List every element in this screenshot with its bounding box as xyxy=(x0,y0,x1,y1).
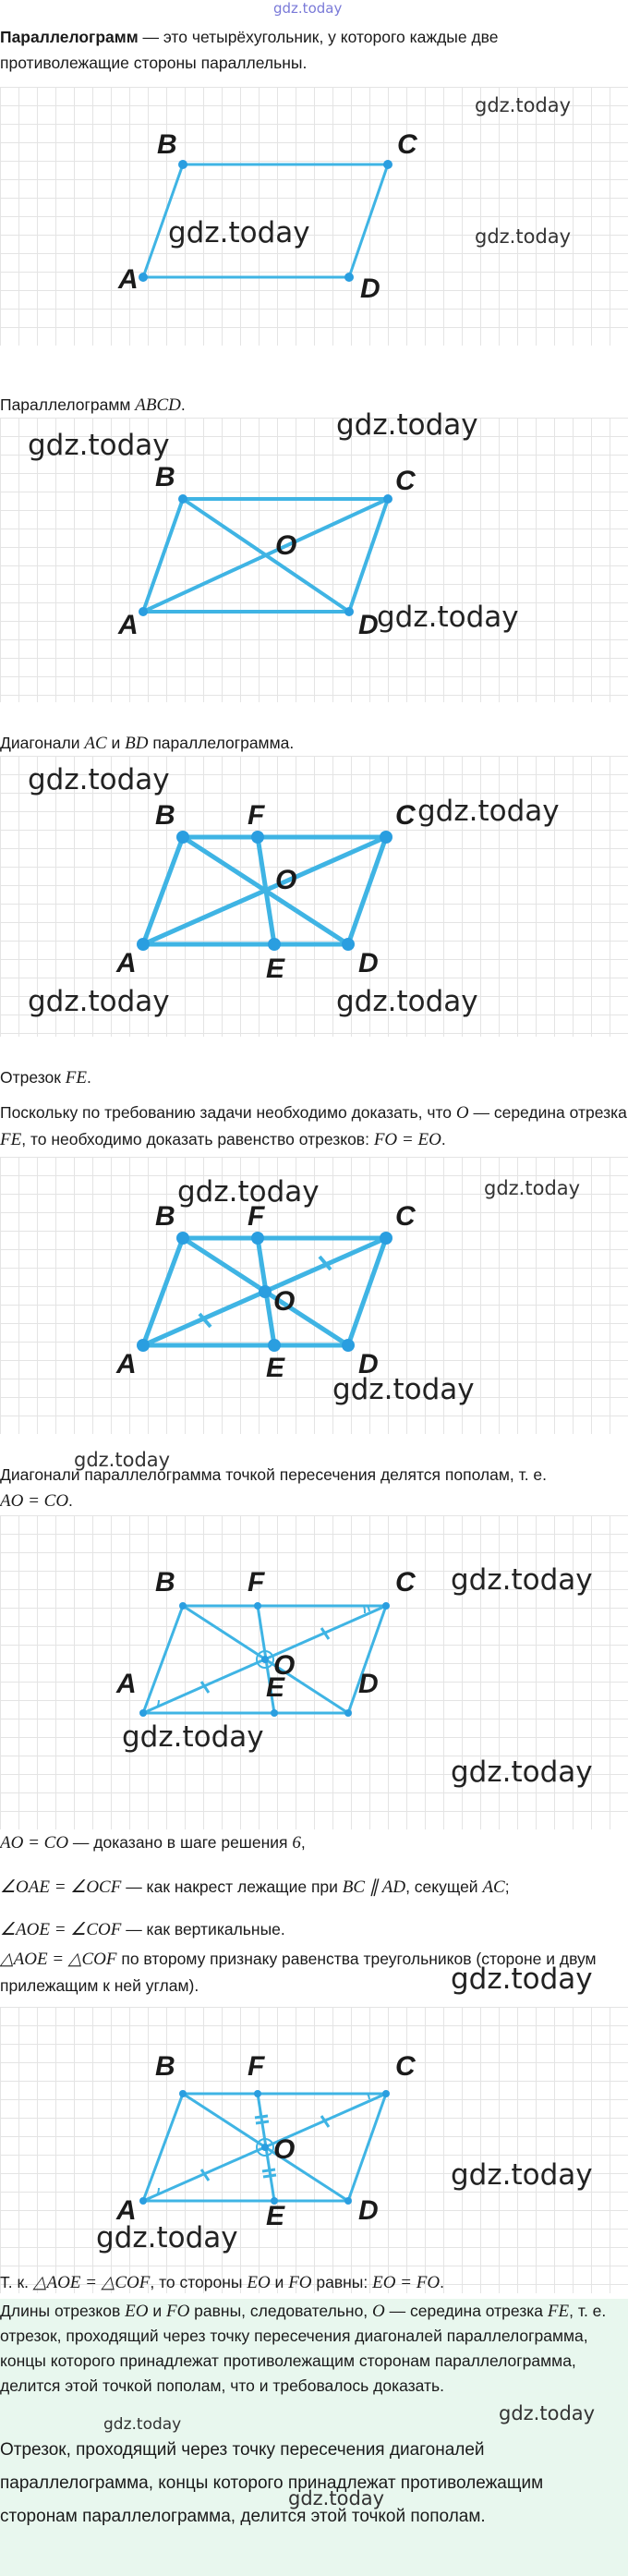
proof-line-1 xyxy=(0,1829,628,1856)
point-d xyxy=(342,938,355,951)
conclusion-math: FO xyxy=(165,2302,190,2321)
label-d: D xyxy=(358,1669,379,1699)
definition-paragraph xyxy=(0,24,628,76)
proof-text: , секущей xyxy=(405,1877,483,1896)
definition-text: — это четырёхугольник, у которого каждые две противолежащие стороны параллельны. xyxy=(0,28,499,72)
point-b xyxy=(178,160,187,169)
label-e: E xyxy=(266,2201,285,2231)
point-d xyxy=(342,1339,355,1352)
conclusion-text: — середина отрезка xyxy=(384,2302,548,2320)
watermark: gdz.today xyxy=(336,408,478,442)
proof-text: ; xyxy=(504,1877,510,1896)
caption-abcd xyxy=(0,392,628,419)
point-a xyxy=(139,273,148,282)
conclusion-math: FO xyxy=(288,2273,312,2292)
caption-text: Диагонали параллелограмма точкой пересечения делятся пополам, т. е. xyxy=(0,1465,548,1484)
caption-text: Поскольку по требованию задачи необходимо доказать, что xyxy=(0,1103,456,1122)
tick-fo-2 xyxy=(256,2121,269,2123)
caption-text: . xyxy=(180,395,186,414)
label-d: D xyxy=(360,273,380,304)
caption-goal xyxy=(0,1100,628,1153)
label-c: C xyxy=(395,1201,416,1232)
proof-math: △AOE = △COF xyxy=(0,1950,117,1969)
watermark: gdz.today xyxy=(28,763,170,796)
point-d xyxy=(344,273,354,282)
caption-math: BD xyxy=(125,734,149,753)
summary-box xyxy=(0,2299,628,2576)
point-c xyxy=(383,494,392,504)
label-o: O xyxy=(273,2134,296,2165)
tick-fo-1 xyxy=(255,2116,268,2118)
caption-math: ABCD xyxy=(135,395,181,415)
point-b xyxy=(179,1602,187,1610)
label-a: A xyxy=(118,610,139,640)
caption-math: AC xyxy=(84,734,107,753)
watermark: gdz.today xyxy=(288,2487,385,2509)
watermark: gdz.today xyxy=(451,1962,593,1996)
conclusion-math: O xyxy=(372,2302,385,2321)
label-a: A xyxy=(116,2195,137,2226)
watermark: gdz.today xyxy=(28,429,170,462)
label-o: O xyxy=(275,865,297,895)
conclusion-text: и xyxy=(148,2302,166,2320)
caption-math: O xyxy=(455,1103,469,1123)
conclusion-text: т. е. отрезок, проходящий через точку пересечения диагоналей параллелограмма, концы которого принадлежат противолежащим сторонам параллелограмма, делится этой точкой пополам, что и требовалось доказать. xyxy=(0,2302,607,2395)
caption-text: и xyxy=(106,734,126,752)
conclusion-text: , то стороны xyxy=(150,2273,248,2291)
point-a xyxy=(137,938,150,951)
watermark: gdz.today xyxy=(74,1449,171,1471)
watermark: gdz.today xyxy=(499,2402,596,2424)
label-e: E xyxy=(266,1353,285,1383)
conclusion-math: EO xyxy=(125,2302,149,2321)
caption-math: FE xyxy=(0,1130,22,1149)
watermark: gdz.today xyxy=(475,225,572,248)
label-d: D xyxy=(358,610,379,640)
caption-segment xyxy=(0,1064,628,1091)
conclusion-math: △AOE = △COF xyxy=(32,2273,151,2292)
label-o: O xyxy=(273,1650,296,1681)
point-f xyxy=(254,2090,261,2097)
watermark: gdz.today xyxy=(96,2221,238,2254)
point-f xyxy=(251,1232,264,1245)
caption-text: . xyxy=(441,1130,446,1148)
proof-text: по второму признаку равенства треугольников (стороне и двум прилежащим к ней углам). xyxy=(0,1950,597,1995)
conclusion-text: Т. к. xyxy=(0,2273,33,2291)
label-b: B xyxy=(155,462,175,492)
proof-line-3 xyxy=(0,1916,628,1943)
label-f: F xyxy=(248,2051,265,2082)
watermark: gdz.today xyxy=(484,1177,581,1199)
watermark: gdz.today xyxy=(377,601,519,634)
point-d xyxy=(344,607,354,616)
label-c: C xyxy=(395,1567,416,1598)
summary-text: Отрезок, проходящий через точку пересечения диагоналей параллелограмма, концы которого принадлежат противолежащим сторонам параллелограмма, делится этой точкой пополам. xyxy=(0,2440,544,2526)
point-c xyxy=(382,1602,390,1610)
caption-text: — середина отрезка xyxy=(468,1103,627,1122)
label-b: B xyxy=(155,2051,175,2082)
point-e xyxy=(268,938,281,951)
point-b xyxy=(179,2090,187,2097)
watermark: gdz.today xyxy=(177,1175,320,1209)
watermark: gdz.today xyxy=(451,1563,593,1597)
proof-math: ∠AOE = ∠COF xyxy=(0,1920,122,1939)
point-a xyxy=(139,1709,147,1717)
watermark: gdz.today xyxy=(417,795,560,828)
point-o xyxy=(261,1656,269,1663)
point-c xyxy=(383,160,392,169)
caption-text: , то необходимо доказать равенство отрезков: xyxy=(21,1130,374,1148)
watermark: gdz.today xyxy=(336,985,478,1018)
watermark: gdz.today xyxy=(451,2158,593,2192)
point-d xyxy=(344,2197,352,2205)
watermark: gdz.today xyxy=(122,1720,264,1754)
proof-text: — как накрест лежащие при xyxy=(121,1877,343,1896)
caption-diagonals xyxy=(0,730,628,757)
figure-parallelogram xyxy=(0,87,628,346)
label-c: C xyxy=(395,466,416,496)
conclusion-text: , xyxy=(569,2302,574,2320)
proof-line-2 xyxy=(0,1874,628,1901)
point-c xyxy=(380,831,392,844)
point-b xyxy=(176,831,189,844)
caption-text: . xyxy=(68,1491,73,1510)
caption-math: FO = EO xyxy=(373,1130,441,1149)
watermark: gdz.today xyxy=(168,216,310,249)
label-f: F xyxy=(248,800,265,831)
proof-math: BC ∥ AD xyxy=(342,1877,406,1897)
label-o: O xyxy=(275,530,297,561)
label-d: D xyxy=(358,948,379,978)
caption-math: FE xyxy=(65,1068,88,1088)
point-o xyxy=(259,1285,272,1298)
label-f: F xyxy=(248,1567,265,1598)
label-o: O xyxy=(273,1286,296,1317)
figure-equal xyxy=(0,2007,628,2293)
conclusion-text: . xyxy=(440,2273,444,2291)
label-d: D xyxy=(358,2195,379,2226)
label-a: A xyxy=(116,1349,137,1379)
caption-text: . xyxy=(87,1068,91,1087)
point-b xyxy=(176,1232,189,1245)
point-e xyxy=(268,1339,281,1352)
conclusion-text: равны: xyxy=(311,2273,373,2291)
label-f: F xyxy=(248,1201,265,1232)
conclusion-text: и xyxy=(270,2273,289,2291)
proof-math: ∠OAE = ∠OCF xyxy=(0,1877,122,1897)
proof-math: 6 xyxy=(292,1833,301,1853)
point-f xyxy=(251,831,264,844)
point-c xyxy=(382,2090,390,2097)
conclusion-text: Длины отрезков xyxy=(0,2302,126,2320)
caption-math: AO = CO xyxy=(0,1491,69,1511)
point-a xyxy=(139,607,148,616)
label-c: C xyxy=(395,2051,416,2082)
watermark: gdz.today xyxy=(273,0,343,17)
point-c xyxy=(380,1232,392,1245)
label-b: B xyxy=(155,1201,175,1232)
watermark: gdz.today xyxy=(103,2415,182,2434)
tick-eo-1 xyxy=(262,2169,275,2171)
label-a: A xyxy=(116,1669,137,1699)
conclusion-math: EO xyxy=(247,2273,271,2292)
angle-ocf-2 xyxy=(364,1606,365,1613)
label-d: D xyxy=(358,1349,379,1379)
label-b: B xyxy=(155,1567,175,1598)
conclusion-math: EO = FO xyxy=(372,2273,441,2292)
caption-text: Диагонали xyxy=(0,734,85,752)
label-e: E xyxy=(266,954,285,984)
label-b: B xyxy=(157,129,177,160)
label-a: A xyxy=(118,264,139,295)
conclusion-math: FE xyxy=(547,2302,570,2321)
proof-text: — как вертикальные. xyxy=(121,1920,285,1938)
caption-text: Параллелограмм xyxy=(0,395,136,414)
point-b xyxy=(178,494,187,504)
watermark: gdz.today xyxy=(475,94,572,116)
conclusion-block xyxy=(0,2299,621,2399)
diagonal-bd xyxy=(183,499,349,612)
watermark: gdz.today xyxy=(451,1756,593,1789)
watermark: gdz.today xyxy=(28,985,170,1018)
term: Параллелограмм xyxy=(0,28,139,46)
tick-eo-2 xyxy=(263,2175,276,2177)
point-a xyxy=(137,1339,150,1352)
point-o xyxy=(261,2144,269,2151)
conclusion-text: равны, следовательно, xyxy=(189,2302,373,2320)
proof-math: AC xyxy=(482,1877,505,1897)
proof-math: AO = CO xyxy=(0,1833,69,1853)
watermark: gdz.today xyxy=(332,1373,475,1406)
proof-text: , xyxy=(300,1833,306,1852)
label-b: B xyxy=(155,800,175,831)
proof-text: — доказано в шаге решения xyxy=(68,1833,293,1852)
conclusion-line-1 xyxy=(0,2269,628,2296)
label-c: C xyxy=(395,800,416,831)
point-d xyxy=(344,1709,352,1717)
label-c: C xyxy=(397,129,417,160)
point-f xyxy=(254,1602,261,1610)
caption-text: Отрезок xyxy=(0,1068,66,1087)
label-a: A xyxy=(116,948,137,978)
point-a xyxy=(139,2197,147,2205)
point-e xyxy=(271,1709,278,1717)
label-e: E xyxy=(266,1672,285,1703)
caption-text: параллелограмма. xyxy=(148,734,295,752)
